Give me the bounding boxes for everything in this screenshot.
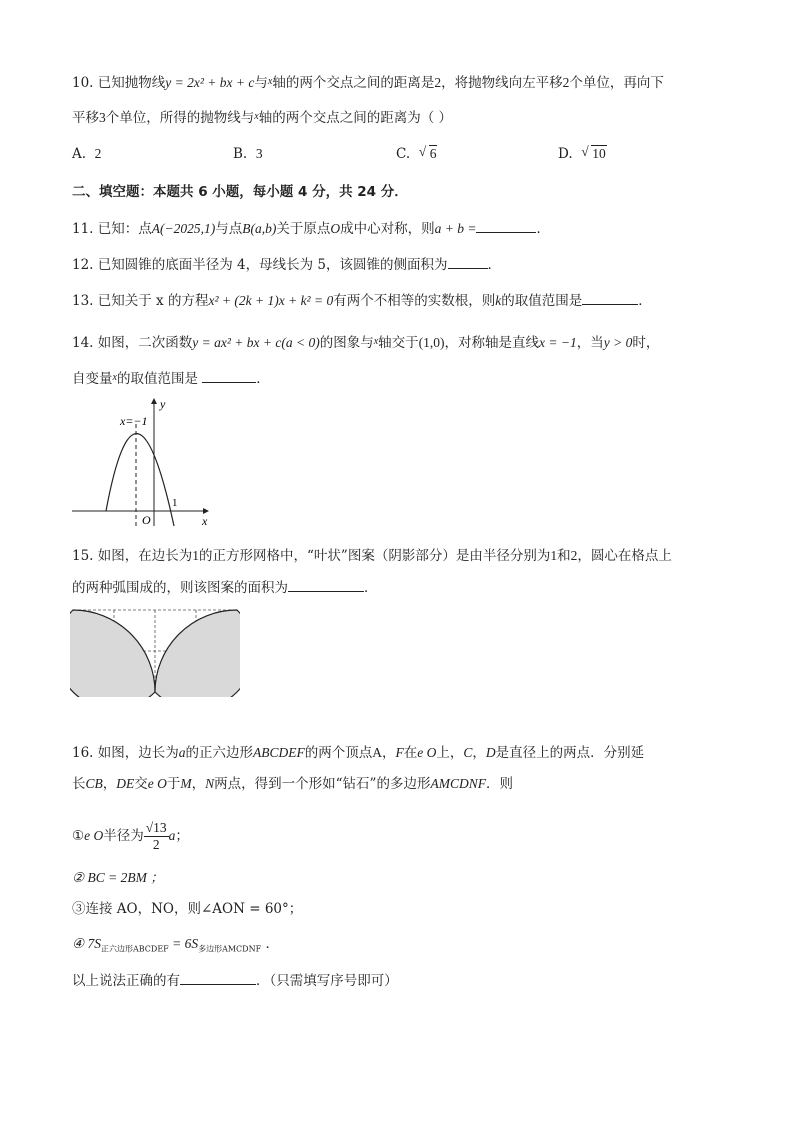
point-d: D	[485, 745, 496, 760]
statement-2-text: ② BC = 2BM ；	[72, 870, 164, 885]
option-label: D.	[558, 146, 573, 162]
q16-text: ，	[472, 745, 486, 761]
q15-text: ，圆心在格点上	[577, 548, 672, 564]
q13-text: 13. 已知关于 x 的方程	[72, 293, 209, 309]
x-var: x	[267, 76, 273, 87]
fraction-numerator: √13	[145, 820, 167, 835]
q15-text: 的两种弧围成的，则该图案的面积为	[72, 580, 288, 596]
q14-line2	[72, 368, 270, 389]
q16-text: 长	[72, 776, 86, 792]
q15-text: 和	[557, 548, 571, 564]
answer-blank[interactable]	[476, 218, 536, 233]
statement-4-text: ．	[261, 936, 279, 952]
sqrt-10: √ 10	[581, 144, 606, 161]
q11-end: ．	[536, 221, 550, 237]
q16-text: 于	[166, 776, 181, 792]
q14-line1	[72, 332, 659, 353]
q16-text: 是直径上的两点．分别延	[495, 745, 645, 761]
q10-line1	[72, 72, 664, 93]
point-a: A(−2025,1)	[151, 221, 216, 236]
q14-text: 的取值范围是	[116, 371, 198, 387]
answer-blank[interactable]	[202, 368, 256, 383]
q11-text: 与点	[215, 221, 243, 237]
k-var: k	[495, 293, 502, 308]
statement-4-text: = 6S	[168, 936, 199, 951]
q10-option-a[interactable]	[72, 146, 101, 162]
q16-text: ，	[382, 745, 396, 761]
q13-equation: x² + (2k + 1)x + k² = 0	[208, 293, 334, 308]
q16-text: ，	[102, 776, 117, 792]
statement-number: ①	[72, 828, 85, 844]
q11-text: 11. 已知：点	[72, 221, 152, 237]
q14-text: ，对称轴是直线	[444, 335, 540, 351]
q10-text: 个单位，所得的抛物线与	[105, 110, 255, 126]
origin-o: O	[330, 221, 341, 236]
area-subscript: 多边形AMCDNF	[198, 944, 262, 954]
q14-text: 时，	[632, 335, 660, 351]
statement-4-text: ④ 7S	[72, 936, 101, 951]
radius-fraction	[144, 820, 169, 853]
x-var: x	[373, 336, 379, 347]
q14-text: ，当	[576, 335, 604, 351]
q16-text: 交	[134, 776, 148, 792]
area-subscript: 正六边形ABCDEF	[100, 944, 169, 954]
point-a: A	[372, 745, 383, 760]
q10-text: 轴的两个交点之间的距离为（ ）	[258, 110, 452, 126]
answer-blank[interactable]	[180, 970, 256, 985]
segment-cb: CB	[85, 776, 103, 791]
x-var: x	[112, 372, 117, 383]
q14-condition: y > 0	[603, 335, 633, 350]
fraction-denominator: 2	[152, 837, 160, 852]
q10-option-d[interactable]	[558, 146, 607, 162]
q16-text: 16. 如图，边长为	[72, 745, 179, 761]
q16-statement-4	[72, 934, 279, 954]
q16-text: ．（只需填写序号即可）	[256, 973, 398, 989]
q16-line1	[72, 743, 644, 763]
y-label: y	[160, 397, 166, 411]
q10-option-b[interactable]	[233, 146, 263, 162]
q16-text: ，	[191, 776, 206, 792]
polygon-name: AMCDNF	[430, 776, 486, 791]
q15-text: 的正方形网格中，“叶状”图案（阴影部分）是由半径分别为	[199, 548, 551, 564]
parabola-curve	[106, 434, 174, 526]
q15-r2: 2	[570, 548, 578, 563]
q15-leaf-figure	[70, 607, 240, 697]
var-a: a	[168, 828, 176, 843]
circle-o: e O	[84, 828, 104, 843]
q16-text: 两点，得到一个形如“钻石”的多边形	[214, 776, 431, 792]
q10-text: 轴的两个交点之间的距离是	[272, 75, 435, 91]
q13	[72, 290, 652, 311]
one-label: 1	[172, 497, 178, 509]
origin-label: O	[142, 513, 151, 527]
q15-line1	[72, 546, 672, 566]
q10-shift-down: 3	[99, 110, 106, 125]
axis-label: x=−1	[120, 414, 148, 428]
q16-text: 在	[403, 745, 418, 761]
q11	[72, 218, 550, 239]
option-label: A.	[72, 146, 87, 162]
q10-text: 平移	[72, 110, 99, 126]
q14-parabola-figure	[66, 394, 216, 534]
point-n: N	[205, 776, 215, 791]
q16-final	[72, 970, 398, 991]
q14-text: 的图象与	[319, 335, 374, 351]
right-leaf	[155, 610, 240, 697]
option-value: 3	[255, 146, 263, 161]
q10-equation: y = 2x² + bx + c	[165, 75, 255, 90]
option-value: 10	[592, 146, 606, 161]
x-var: x	[254, 111, 259, 122]
q14-text: 轴交于	[378, 335, 419, 351]
q16-statement-3	[72, 899, 302, 919]
point-f: F	[395, 745, 404, 760]
q16-text: 上，	[436, 745, 464, 761]
q11-expression: a + b =	[434, 221, 477, 236]
q12-end: ．	[487, 257, 502, 273]
answer-blank[interactable]	[288, 577, 364, 592]
q10-text: ，将抛物线向左平移	[441, 75, 563, 91]
q14-text: 14. 如图，二次函数	[72, 335, 193, 351]
q15-r1: 1	[550, 548, 558, 563]
q14-equation: y = ax² + bx + c(a < 0)	[192, 335, 320, 350]
sqrt-6: √ 6	[418, 144, 437, 161]
q10-option-c[interactable]	[396, 146, 437, 162]
q16-statement-2	[72, 868, 164, 888]
q11-text: 成中心对称，则	[340, 221, 435, 237]
left-leaf	[70, 610, 155, 697]
answer-blank[interactable]	[582, 290, 638, 305]
q16-line2	[72, 774, 513, 794]
q16-statement-1	[72, 818, 189, 854]
option-label: C.	[396, 146, 411, 162]
q10-shift-left: 2	[562, 75, 570, 90]
q14-axis: x = −1	[539, 335, 577, 350]
q10-distance: 2	[434, 75, 442, 90]
q16-text: 的正六边形	[185, 745, 254, 761]
q12-text: 12. 已知圆锥的底面半径为 4，母线长为 5，该圆锥的侧面积为	[72, 257, 448, 273]
q15-text: 15. 如图，在边长为	[72, 548, 193, 564]
circle-o: e O	[417, 745, 437, 760]
q14-end: ．	[256, 371, 270, 387]
q16-text: 的两个顶点	[304, 745, 373, 761]
q13-text: 有两个不相等的实数根，则	[333, 293, 496, 309]
option-label: B.	[233, 146, 248, 162]
q16-text: 半径为	[103, 828, 144, 844]
q12	[72, 254, 501, 275]
q10-prefix: 10. 已知抛物线	[72, 75, 166, 91]
q16-text: ．则	[485, 776, 513, 792]
answer-blank[interactable]	[448, 254, 488, 269]
q15-end: ．	[364, 580, 378, 596]
q14-point: (1,0)	[418, 335, 445, 350]
q15-one: 1	[192, 548, 200, 563]
point-m: M	[180, 776, 192, 791]
section-heading: 二、填空题：本题共 6 小题，每小题 4 分，共 24 分．	[72, 184, 408, 200]
x-label: x	[202, 514, 208, 528]
point-b: B(a,b)	[242, 221, 277, 236]
option-value: 2	[94, 146, 102, 161]
q10-text: 与	[254, 75, 268, 91]
q10-line2	[72, 107, 452, 128]
circle-o: e O	[147, 776, 167, 791]
q11-text: 关于原点	[276, 221, 331, 237]
q15-line2	[72, 577, 378, 598]
point-c: C	[463, 745, 473, 760]
hexagon-name: ABCDEF	[253, 745, 305, 760]
q14-text: 自变量	[72, 371, 113, 387]
q13-text: 的取值范围是	[501, 293, 583, 309]
q16-text: 以上说法正确的有	[72, 973, 180, 989]
var-a: a	[178, 745, 186, 760]
q10-text: 个单位，再向下	[569, 75, 664, 91]
segment-de: DE	[116, 776, 135, 791]
q16-text: ；	[175, 828, 189, 844]
q13-end: ．	[638, 293, 652, 309]
statement-3-text: ③连接 AO，NO，则∠AON = 60°；	[72, 901, 303, 917]
option-value: 6	[429, 146, 437, 161]
